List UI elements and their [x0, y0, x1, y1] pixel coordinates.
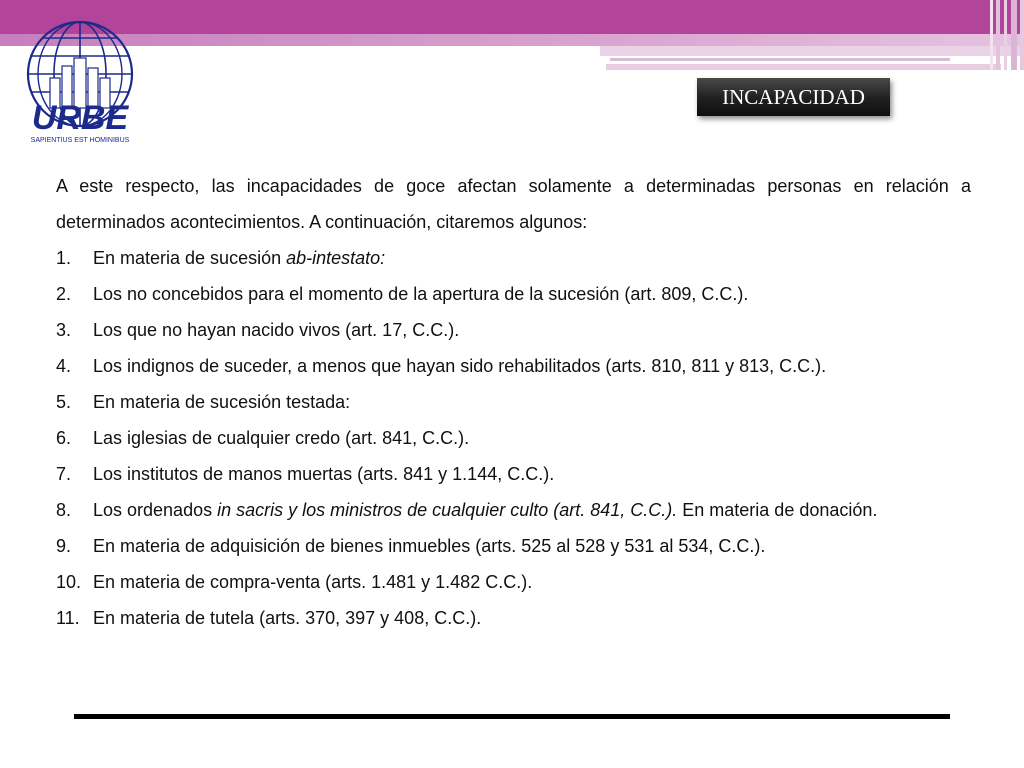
list-item [56, 528, 971, 564]
globe-logo-icon [22, 16, 142, 151]
list-item [56, 456, 971, 492]
header-band-gradient [0, 34, 1024, 46]
list-item-number: 11. [56, 608, 80, 628]
list-item [56, 600, 971, 636]
list-item-text: Los institutos de manos muertas (arts. 841 y 1.144, C.C.). [93, 464, 555, 484]
list-item [56, 384, 971, 420]
list-item-text: Los indignos de suceder, a menos que hayan sido rehabilitados (arts. 810, 811 y 813, C.C.). [93, 356, 827, 376]
list-item-number: 1. [56, 248, 72, 268]
list-item-text: En materia de sucesión testada: [93, 392, 351, 412]
svg-text:SAPIENTIUS EST HOMINIBUS: SAPIENTIUS EST HOMINIBUS [30, 137, 130, 144]
list-item [56, 348, 971, 384]
header-band [0, 0, 1024, 34]
list-item-number: 6. [56, 428, 72, 448]
list-item [56, 312, 971, 348]
list-item-text: Los que no hayan nacido vivos (art. 17, C.C.). [93, 320, 460, 340]
list-item-number: 10. [56, 572, 82, 592]
list-item [56, 492, 971, 528]
svg-text:URBE: URBE [31, 99, 129, 137]
list-item [56, 420, 971, 456]
list-item-number: 2. [56, 284, 72, 304]
intro-paragraph: A este respecto, las incapacidades de goce afectan solamente a determinadas personas en relación a determinados acontecimientos. A continuación, citaremos algunos: [56, 176, 971, 232]
list-item-text: En materia de tutela (arts. 370, 397 y 408, C.C.). [93, 608, 482, 628]
list-item [56, 564, 971, 600]
header-line [606, 64, 1001, 70]
slide-title: INCAPACIDAD [697, 78, 890, 116]
footer-divider [74, 714, 950, 719]
list-item [56, 276, 971, 312]
header-band-light [600, 46, 1024, 56]
list-item-text: Las iglesias de cualquier credo (art. 841, C.C.). [93, 428, 470, 448]
list-item-text: En materia de sucesión ab-intestato: [93, 248, 386, 268]
list-item-text: En materia de adquisición de bienes inmuebles (arts. 525 al 528 y 531 al 534, C.C.). [93, 536, 766, 556]
list-item-number: 4. [56, 356, 72, 376]
list-item [56, 240, 971, 276]
slide-body [56, 168, 971, 636]
list-item-number: 3. [56, 320, 72, 340]
list-item-text: Los ordenados in sacris y los ministros de cualquier culto (art. 841, C.C.). En materia de donación. [93, 500, 878, 520]
urbe-logo [22, 16, 142, 151]
incapacity-list [56, 240, 971, 636]
list-item-number: 5. [56, 392, 72, 412]
list-item-number: 8. [56, 500, 72, 520]
list-item-text: Los no concebidos para el momento de la apertura de la sucesión (art. 809, C.C.). [93, 284, 749, 304]
header-stripes [990, 0, 1024, 70]
list-item-text: En materia de compra-venta (arts. 1.481 y 1.482 C.C.). [93, 572, 533, 592]
list-item-number: 9. [56, 536, 72, 556]
header-line [610, 58, 950, 61]
list-item-number: 7. [56, 464, 72, 484]
